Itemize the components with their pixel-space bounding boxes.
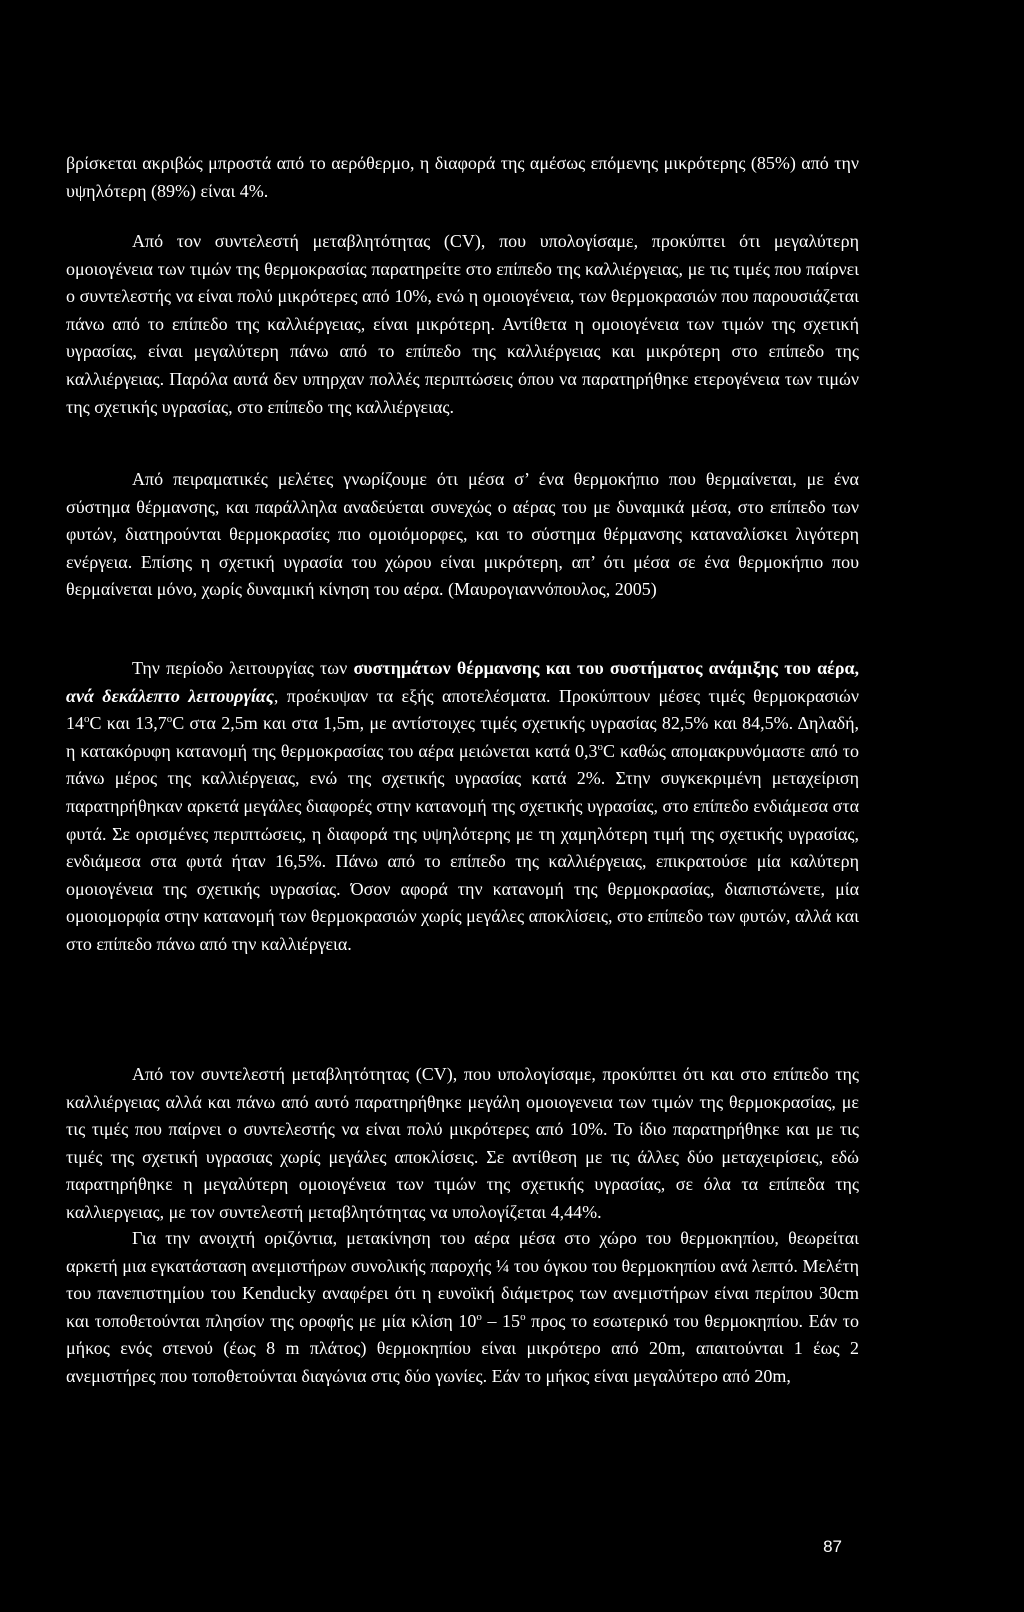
results-intro: Την περίοδο λειτουργίας των bbox=[132, 658, 354, 678]
paragraph-operation-results bbox=[66, 655, 859, 959]
results-text-3: C στα 2,5m και στα 1,5m, με αντίστοιχες τιμές σχετικής υγρασίας 82,5% και 84,5%. Δηλαδή, η κατακόρυφη κατανομή της θερμοκρασίας του αέρα μειώνεται κατά 0,3 bbox=[66, 713, 859, 761]
results-bold-italic-phrase: ανά δεκάλεπτο λειτουργίας bbox=[66, 685, 274, 706]
paragraph-experimental-studies: Από πειραματικές μελέτες γνωρίζουμε ότι μέσα σ’ ένα θερμοκήπιο που θερμαίνεται, με ένα σύστημα θέρμανσης, και παράλληλα αναδεύεται συνεχώς ο αέρας του με δυναμικά μέσα, στο επίπεδο των φυτών, διατηρούνται θερμοκρασίες πιο ομοιόμορφες, και το σύστημα θέρμανσης καταναλίσκει λιγότερη ενέργεια. Επίσης η σχετική υγρασία του χώρου είναι μικρότερη, απ’ ότι μέσα σε ένα θερμοκήπιο που θερμαίνεται μόνο, χωρίς δυναμική κίνηση του αέρα. (Μαυρογιαννόπουλος, 2005) bbox=[66, 469, 859, 600]
fans-text-3: προς το εσωτερικό του θερμοκηπίου. Εάν το μήκος ενός στενού (έως 8 m πλάτος) θερμοκηπίου είναι μικρότερο από 20m, απαιτούνται 1 έως 2 ανεμιστήρες που τοποθετούνται διαγώνια στις δύο γωνίες. Εάν το μήκος είναι μεγαλύτερο από 20m, bbox=[66, 1310, 859, 1386]
degree-superscript: ο bbox=[166, 713, 173, 726]
page-number: 87 bbox=[823, 1537, 842, 1556]
results-text-4: C καθώς απομακρυνόμαστε από το πάνω μέρος της καλλιέργειας, ενώ της σχετικής υγρασίας κατά 2%. Στην συγκεκριμένη μεταχείριση παρατηρήθηκαν αρκετά μεγάλες διαφορές στην κατανομή της σχετικής υγρασίας, στο επίπεδο ενδιάμεσα στα φυτά. Σε ορισμένες περιπτώσεις, η διαφορά της υψηλότερης με τη χαμηλότερη τιμή της σχετικής υγρασίας, ενδιάμεσα στα φυτά ήταν 16,5%. Πάνω από το επίπεδο της καλλιέργειας, επικρατούσε μία καλύτερη ομοιογένεια της σχετικής υγρασίας. Όσον αφορά την κατανομή της θερμοκρασίας, διαπιστώνετε, μία ομοιομορφία στην κατανομή των θερμοκρασιών χωρίς μεγάλες αποκλίσεις, στο επίπεδο των φυτών, αλλά και στο επίπεδο πάνω από την καλλιέργεια. bbox=[66, 740, 859, 954]
results-bold-phrase: συστημάτων θέρμανσης και του συστήματος ανάμιξης του αέρα, bbox=[353, 658, 859, 678]
paragraph-cv-humidity: Από τον συντελεστή μεταβλητότητας (CV), που υπολογίσαμε, προκύπτει ότι και στο επίπεδο της καλλιέργειας αλλά και πάνω από αυτό παρατηρήθηκε μεγάλη ομοιογενεια των τιμών της θερμοκρασίας, με τις τιμές που παίρνει ο συντελεστής να είναι πολύ μικρότερες από 10%. Το ίδιο παρατηρήθηκε και με τις τιμές της σχετική υγρασιας χωρίς μεγάλες αποκλίσεις. Σε αντίθεση με τις άλλες δύο μεταχειρίσεις, εδώ παρατηρήθηκε η μεγαλύτερη ομοιογένεια των τιμών της σχετικής υγρασίας, σε όλα τα επίπεδα της καλλιεργειας, με τον συντελεστή μεταβλητότητας να υπολογίζεται 4,44%. bbox=[66, 1064, 859, 1222]
fans-text-1: Για την ανοιχτή οριζόντια, μετακίνηση του αέρα μέσα στο χώρο του θερμοκηπίου, θεωρείται αρκετή μια εγκατάσταση ανεμιστήρων συνολικής παροχής ¼ του όγκου του θερμοκηπίου ανά λεπτό. Μελέτη του πανεπιστημίου του Kenducky αναφέρει ότι η ευνοϊκή διάμετρος των ανεμιστήρων είναι περίπου 30cm και τοποθετούνται πλησίον της οροφής με μία κλίση 10 bbox=[66, 1228, 859, 1331]
paragraph-continuation: βρίσκεται ακριβώς μπροστά από το αερόθερμο, η διαφορά της αμέσως επόμενης μικρότερης (85%) από την υψηλότερη (89%) είναι 4%. bbox=[66, 153, 859, 201]
degree-superscript: ο bbox=[476, 1310, 482, 1323]
results-text-2: C και 13,7 bbox=[89, 713, 167, 734]
fans-text-2: – 15 bbox=[481, 1310, 521, 1331]
results-text-1: , προέκυψαν τα εξής αποτελέσματα. Προκύπτουν μέσες τιμές θερμοκρασιών 14 bbox=[66, 685, 859, 734]
paragraph-fans bbox=[66, 1225, 859, 1391]
degree-superscript: ο bbox=[520, 1310, 526, 1323]
degree-superscript: ο bbox=[84, 713, 90, 726]
paragraph-cv-temperature: Από τον συντελεστή μεταβλητότητας (CV), που υπολογίσαμε, προκύπτει ότι μεγαλύτερη ομοιογένεια των τιμών της θερμοκρασίας παρατηρείτε στο επίπεδο της καλλιέργειας, με τις τιμές που παίρνει ο συντελεστής να είναι πολύ μικρότερες από 10%, ενώ η ομοιογένεια, των θερμοκρασιών που παρουσιάζεται πάνω από το επίπεδο της καλλιέργειας, είναι μικρότερη. Αντίθετα η ομοιογένεια των τιμών της σχετική υγρασίας, είναι μεγαλύτερη πάνω από το επίπεδο της καλλιέργειας και μικρότερη στο επίπεδο της καλλιέργειας. Παρόλα αυτά δεν υπηρχαν πολλές περιπτώσεις όπου να παρατηρήθηκε ετερογένεια των τιμών της σχετικής υγρασίας, στο επίπεδο της καλλιέργειας. bbox=[66, 231, 859, 417]
degree-superscript: ο bbox=[597, 740, 603, 753]
